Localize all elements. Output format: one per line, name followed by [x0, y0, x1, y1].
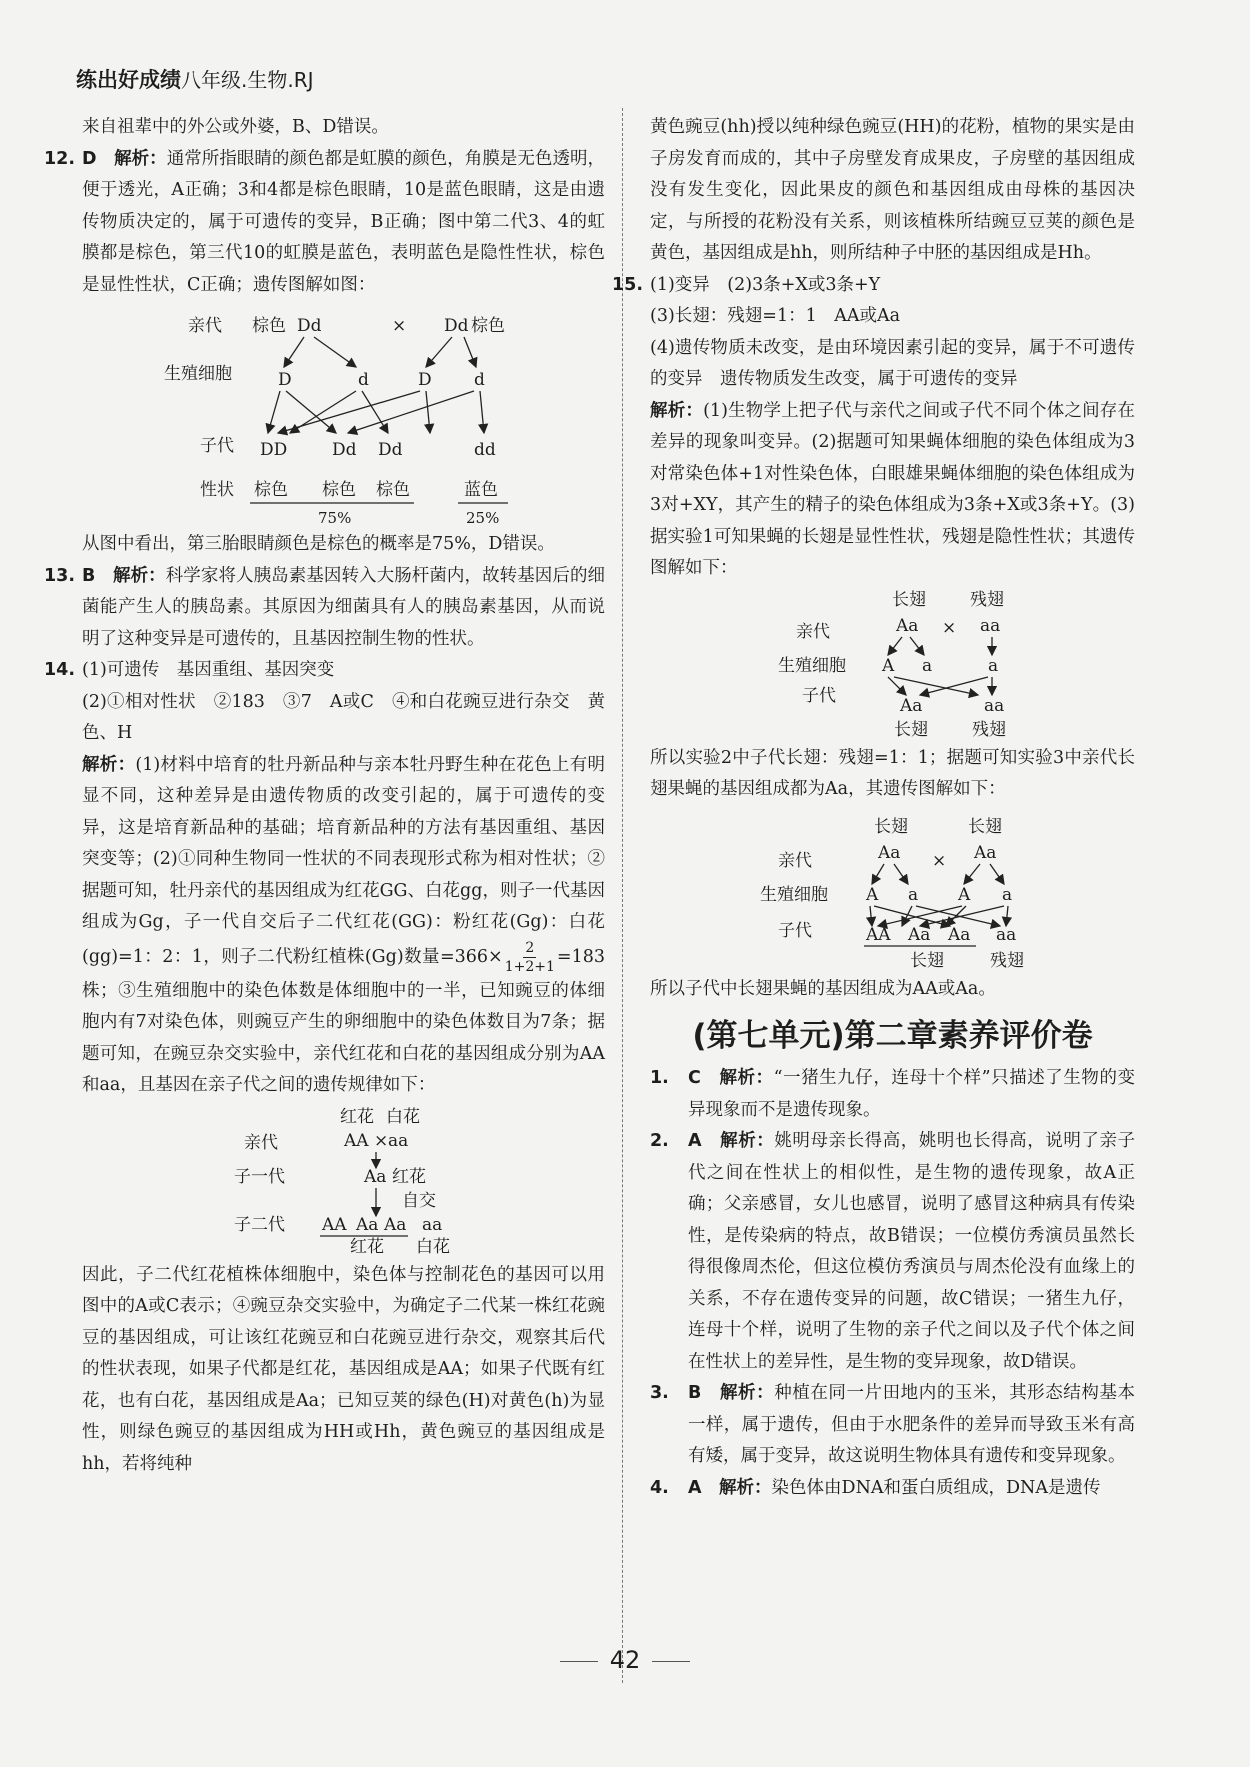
offspring-Aa: Aa: [900, 695, 923, 716]
gamete-a1: a: [922, 655, 933, 676]
answer-item-1: [650, 1063, 1135, 1126]
label-offspring: 子代: [802, 685, 836, 706]
item-number: 3.: [650, 1383, 669, 1403]
cross-symbol: ×: [374, 1130, 389, 1151]
answer-line: (4)遗传物质未改变，是由环境因素引起的变异，属于不可遗传的变异 遗传物质发生改变，属于可遗传的变异: [650, 337, 1135, 389]
parent-Aa-1: Aa: [878, 842, 901, 863]
cross-symbol: ×: [942, 617, 957, 638]
answer-letter: C: [688, 1068, 701, 1088]
analysis-text: 种植在同一片田地内的玉米，其形态结构基本一样，属于遗传，但由于水肥条件的差异而导致玉米有高有矮，属于变异，故这说明生物体具有遗传和变异现象。: [688, 1383, 1136, 1466]
gamete-D1: D: [278, 370, 292, 390]
analysis-text: 姚明母亲长得高，姚明也长得高，说明了亲子代之间在性状上的相似性，是生物的遗传现象，故A正确；父亲感冒，女儿也感冒，说明了感冒这种病具有传染性，是传染病的特点，故B错误；一位模仿秀演员虽然长得很像周杰伦，但这位模仿秀演员与周杰伦没有血缘上的关系，不存在遗传变异的问题，故C错误；一猪生九仔，连母十个样，说明了生物的亲子代之间以及子代个体之间在性状上的差异性，是生物的变异现象，故D错误。: [688, 1131, 1136, 1372]
paragraph: 所以实验2中子代长翅：残翅=1：1；据题可知实验3中亲代长翅果蝇的基因组成都为Aa，其遗传图解如下：: [650, 747, 1135, 799]
label-gamete: 生殖细胞: [760, 884, 828, 905]
label-parent: 亲代: [244, 1132, 278, 1153]
diagram-wing-test3: [650, 810, 1135, 970]
gamete-D2: D: [418, 370, 432, 390]
paragraph: 所以子代中长翅果蝇的基因组成为AA或Aa。: [650, 978, 996, 999]
analysis-text: 科学家将人胰岛素基因转入大肠杆菌内，故转基因后的细菌能产生人的胰岛素。其原因为细菌具有人的胰岛素基因，从而说明了这种变异是可遗传的，且基因控制生物的性状。: [82, 565, 606, 649]
label-offspring: 子代: [778, 920, 812, 941]
trait-long-1: 长翅: [874, 816, 908, 837]
analysis-text: (1)生物学上把子代与亲代之间或子代不同个体之间存在差异的现象叫变异。(2)据题可知果蝇体细胞的染色体组成为3对常染色体+1对性染色体，白眼雄果蝇体细胞的染色体组成为3对+XY，其产生的精子的染色体组成为3条+X或3条+Y。(3)据实验1可知果蝇的长翅是显性性状，残翅是隐性性状；其遗传图解如下：: [650, 400, 1135, 578]
diagram-wing-test1: [650, 589, 1135, 739]
offspring-Aa1: Aa: [908, 924, 931, 945]
analysis-text: (1)材料中培育的牡丹新品种与亲本牡丹野生种在花色上有明显不同，这种差异是由遗传物质的改变引起的，属于可遗传的变异，这是培育新品种的基础；培育新品种的方法有基因重组、基因突变等；(2)①同种生物同一性状的不同表现形式称为相对性状；②据题可知，牡丹亲代的基因组成为红花GG、白花gg，则子一代基因组成为Gg，子一代自交后子二代红花(GG)：粉红花(Gg)：白花(gg)=1：2：1，则子二代粉红植株(Gg)数量=366×: [82, 754, 606, 967]
gamete-A: A: [882, 655, 895, 676]
answer-letter: B: [82, 565, 96, 586]
parent2-genotype: Dd: [444, 316, 469, 336]
gamete-a2: a: [1002, 884, 1013, 905]
offspring-Dd2: Dd: [378, 440, 403, 460]
analysis-label: 解析：: [719, 1068, 774, 1088]
gamete-d2: d: [474, 370, 485, 390]
cross-symbol: ×: [932, 850, 947, 871]
offspring-trait-vestigial: 残翅: [990, 950, 1024, 970]
offspring-Aa2: Aa: [948, 924, 971, 945]
answer-letter: B: [688, 1383, 702, 1403]
item-number: 14.: [44, 660, 76, 680]
diagram-eye-color: [82, 305, 605, 525]
parent-aa: aa: [980, 615, 1001, 636]
gamete-A1: A: [866, 884, 879, 905]
item-number: 4.: [650, 1477, 669, 1498]
percent-blue: 25%: [466, 509, 500, 525]
analysis-label: 解析：: [719, 1383, 775, 1403]
item-number: 12.: [44, 148, 76, 169]
offspring-aa: aa: [984, 695, 1005, 716]
trait-1: 棕色: [254, 480, 288, 500]
analysis-label: 解析：: [82, 754, 136, 775]
parent1-genotype: Dd: [297, 316, 322, 336]
analysis-text: =183株；③生殖细胞中的染色体数是体细胞中的一半，已知豌豆的体细胞内有7对染色体，则豌豆产生的卵细胞中的染色体数目为7条；据题可知，在豌豆杂交实验中，亲代红花和白花的基因组成分别为AA和aa，且基因在亲子代之间的遗传规律如下：: [82, 946, 605, 1095]
analysis-label: 解析：: [719, 1477, 772, 1498]
book-subtitle: 八年级.生物.RJ: [181, 68, 314, 92]
analysis-text: 染色体由DNA和蛋白质组成，DNA是遗传: [771, 1477, 1101, 1498]
analysis-label: 解析：: [720, 1131, 775, 1151]
page-number: 42: [609, 1646, 641, 1674]
offspring-Dd1: Dd: [332, 440, 357, 460]
f2-aa: aa: [422, 1214, 443, 1235]
analysis-label: 解析：: [113, 565, 166, 586]
trait-vestigial: 残翅: [970, 589, 1004, 610]
f2-white-label: 白花: [416, 1236, 450, 1256]
label-parent: 亲代: [188, 316, 222, 336]
gamete-a1: a: [908, 884, 919, 905]
parent-Aa-2: Aa: [974, 842, 997, 863]
answer-line: (1)变异 (2)3条+X或3条+Y: [650, 274, 881, 295]
answer-item-14: [44, 655, 606, 1102]
paragraph: 因此，子二代红花植株体细胞中，染色体与控制花色的基因可以用图中的A或C表示；④豌豆杂交实验中，为确定子二代某一株红花豌豆的基因组成，可让该红花豌豆和白花豌豆进行杂交，观察其后代的性状表现，如果子代都是红花，基因组成是AA；如果子代既有红花，也有白花，基因组成是Aa；已知豆荚的绿色(H)对黄色(h)为显性，则绿色豌豆的基因组成为HH或Hh，黄色豌豆的基因组成是hh，若将纯种: [82, 1264, 605, 1474]
paragraph: 来自祖辈中的外公或外婆，B、D错误。: [82, 117, 389, 137]
label-f1: 子一代: [234, 1166, 285, 1187]
answer-letter: A: [688, 1477, 702, 1498]
trait-red: 红花: [340, 1106, 374, 1127]
item-number: 2.: [650, 1131, 669, 1151]
parent-Aa: Aa: [896, 615, 919, 636]
diagram-flower-color: [82, 1106, 605, 1256]
answer-item-4: [650, 1473, 1135, 1505]
offspring-aa: aa: [996, 924, 1017, 945]
label-f2: 子二代: [234, 1214, 285, 1235]
answer-item-3: [650, 1378, 1135, 1473]
answer-line: (3)长翅：残翅=1：1 AA或Aa: [650, 306, 901, 326]
brand-title: 练出好成绩: [76, 68, 181, 92]
answer-item-13: [44, 561, 606, 656]
fraction: $\frac{2}{1+2+1}$: [504, 939, 555, 975]
label-parent: 亲代: [778, 850, 812, 871]
answer-item-2: [650, 1126, 1135, 1378]
analysis-label: 解析：: [114, 148, 167, 169]
parent1-trait: 棕色: [252, 316, 286, 336]
answer-letter: D: [82, 148, 97, 169]
offspring-DD: DD: [260, 440, 288, 460]
answer-line: (1)可遗传 基因重组、基因突变: [82, 660, 335, 680]
f2-Aa2: Aa: [384, 1214, 407, 1235]
label-parent: 亲代: [796, 621, 830, 642]
parent2-trait: 棕色: [471, 316, 505, 336]
footer-rule-right: [652, 1661, 690, 1662]
selfing-label: 自交: [402, 1190, 436, 1211]
paragraph: 黄色豌豆(hh)授以纯种绿色豌豆(HH)的花粉，植物的果实是由子房发育而成的，其中子房壁发育成果皮，子房壁的基因组成没有发生变化，因此果皮的颜色和基因组成由母株的基因决定，与所授的花粉没有关系，则该植株所结豌豆豆荚的颜色是黄色，基因组成是hh，则所结种子中胚的基因组成是Hh。: [650, 117, 1135, 263]
offspring-trait-vestigial: 残翅: [972, 719, 1006, 739]
page-footer: [0, 1646, 1250, 1674]
label-gamete: 生殖细胞: [164, 364, 232, 384]
percent-brown: 75%: [318, 509, 352, 525]
section-title: (第七单元)第二章素养评价卷: [692, 1018, 1093, 1054]
analysis-text: “一猪生九仔，连母十个样”只描述了生物的变异现象而不是遗传现象。: [688, 1068, 1136, 1120]
offspring-trait-long: 长翅: [910, 950, 944, 970]
parent-aa: aa: [388, 1130, 409, 1151]
offspring-trait-long: 长翅: [894, 719, 928, 739]
analysis-text: 通常所指眼睛的颜色都是虹膜的颜色，角膜是无色透明，便于透光，A正确；3和4都是棕色眼睛，10是蓝色眼睛，这是由遗传物质决定的，属于可遗传的变异，B正确；图中第二代3、4的虹膜都是棕色，第三代10的虹膜是蓝色，表明蓝色是隐性性状，棕色是显性性状，C正确；遗传图解如图：: [82, 148, 606, 295]
f1-genotype: Aa: [364, 1166, 387, 1187]
paragraph: 从图中看出，第三胎眼睛颜色是棕色的概率是75%，D错误。: [82, 534, 555, 554]
analysis-label: 解析：: [650, 400, 704, 421]
offspring-dd: dd: [474, 440, 496, 460]
f2-AA: AA: [322, 1214, 347, 1235]
parent-AA: AA: [344, 1130, 369, 1151]
item-number: 13.: [44, 565, 76, 586]
right-column: [612, 112, 1136, 1504]
gamete-a2: a: [988, 655, 999, 676]
offspring-AA: AA: [866, 924, 891, 945]
left-column: [44, 112, 606, 1480]
item-number: 15.: [612, 274, 644, 295]
answer-item-12: [44, 144, 606, 302]
answer-line: (2)①相对性状 ②183 ③7 A或C ④和白花豌豆进行杂交 黄色、H: [82, 691, 605, 743]
trait-long-2: 长翅: [968, 816, 1002, 837]
answer-letter: A: [688, 1131, 702, 1151]
trait-long: 长翅: [892, 589, 926, 610]
page-header: [76, 64, 314, 94]
f2-Aa1: Aa: [356, 1214, 379, 1235]
answer-item-15: [612, 270, 1135, 585]
label-gamete: 生殖细胞: [778, 655, 846, 676]
f2-red-label: 红花: [350, 1236, 384, 1256]
trait-3: 棕色: [376, 480, 410, 500]
gamete-d1: d: [358, 370, 369, 390]
gamete-A2: A: [958, 884, 971, 905]
trait-4: 蓝色: [464, 480, 498, 500]
trait-white: 白花: [386, 1106, 420, 1127]
footer-rule-left: [560, 1661, 598, 1662]
label-trait: 性状: [200, 480, 234, 500]
item-number: 1.: [650, 1068, 669, 1088]
f1-trait: 红花: [392, 1166, 426, 1187]
label-offspring: 子代: [200, 436, 234, 456]
trait-2: 棕色: [322, 480, 356, 500]
cross-symbol: ×: [392, 316, 407, 336]
